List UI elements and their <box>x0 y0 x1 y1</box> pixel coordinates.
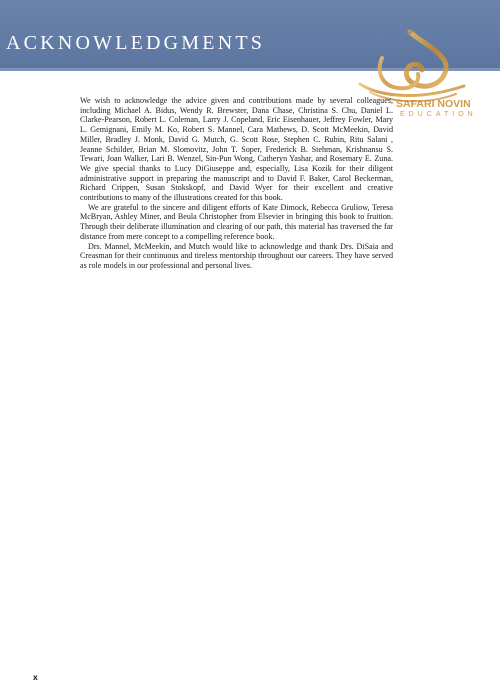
paragraph: Drs. Mannel, McMeekin, and Mutch would like to acknowledge and thank Drs. DiSaia and Creasman for their continuous and tireless mentorship throughout our careers. They have served as role models in our professional and personal lives. <box>80 241 393 270</box>
watermark-brand-text: SAFARI NOVIN <box>396 98 471 110</box>
page-number: x <box>33 672 38 682</box>
paragraph: We wish to acknowledge the advice given and contributions made by several colleagues, including Michael A. Bidus, Wendy R. Brewster, Dana Chase, Christina S. Chu, Daniel L. Clarke-Pearson, Robert L. Coleman, Larry J. Copeland, Eric Eisenhauer, Jeffrey Fowler, Mary L. Gemignani, Emily M. Ko, Robert S. Mannel, Cara Mathews, D. Scott McMeekin, David Miller, Bradley J. Monk, David G. Mutch, G. Scott Rose, Stephen C. Rubin, Ritu Salani , Jeanne Schilder, Brian M. Slomovitz, John T. Soper, Frederick B. Stehman, Krishnansu S. Tewari, Joan Walker, Lari B. Wenzel, Sin-Pun Wong, Catheryn Yashar, and Rosemary E. Zuna. We give special thanks to Lucy DiGiuseppe and, especially, Lisa Kozik for their diligent administrative support in preparing the manuscript and to David F. Baker, Carol Beckerman, Richard Crippen, Susan Stokskopf, and David Wyer for their excellent and creative contributions to many of the illustrations created for this book. <box>80 96 393 203</box>
paragraph: We are grateful to the sincere and diligent efforts of Kate Dimock, Rebecca Gruliow, Teresa McBryan, Ashley Miner, and Beula Christopher from Elsevier in bringing this book to fruition. Through their deliberate illumination and clearing of our path, this material has traversed the far distance from mere concept to a compelling reference book. <box>80 202 393 241</box>
acknowledgments-body <box>80 96 393 271</box>
page-title: ACKNOWLEDGMENTS <box>6 32 266 54</box>
watermark-subtitle-text: EDUCATION <box>400 111 477 118</box>
